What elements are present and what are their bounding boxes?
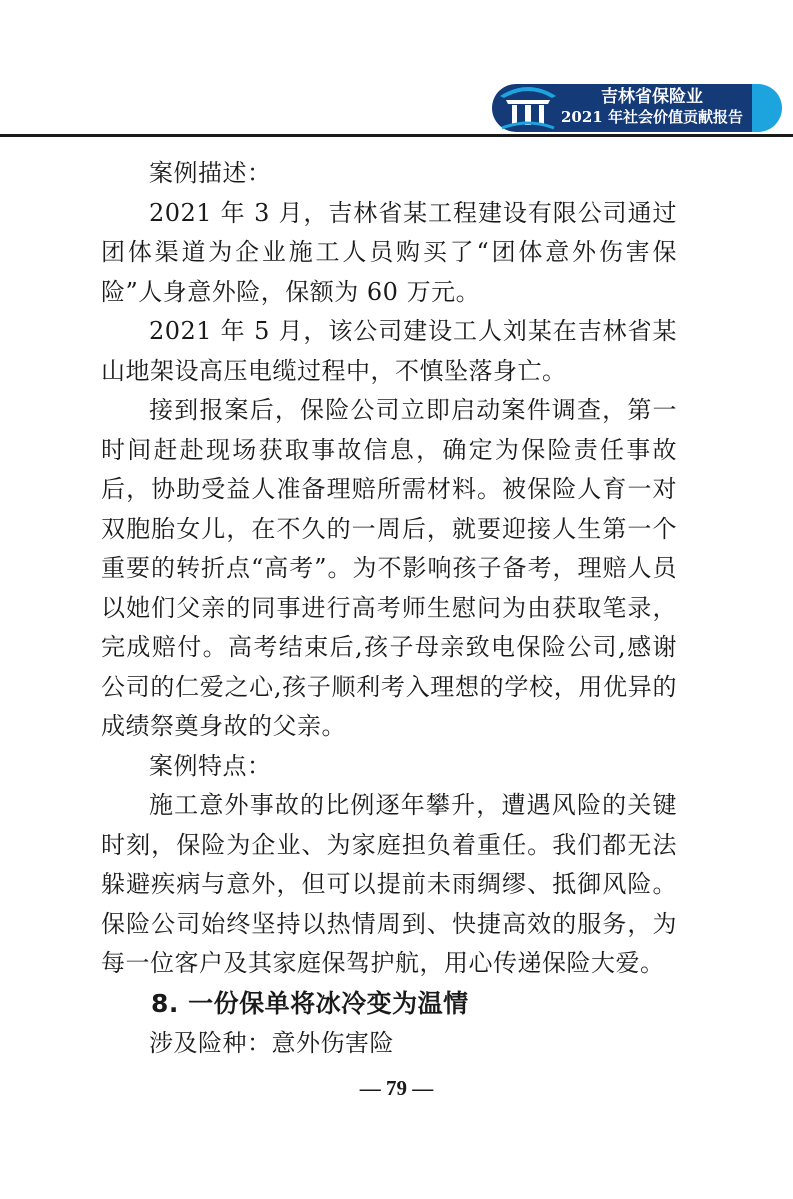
page-header bbox=[0, 0, 793, 140]
paragraph-claim: 接到报案后，保险公司立即启动案件调查，第一时间赶赴现场获取事故信息，确定为保险责任事故后，协助受益人准备理赔所需材料。被保险人育一对双胞胎女儿，在不久的一周后，就要迎接人生第一个重要的转折点“高考”。为不影响孩子备考，理赔人员以她们父亲的同事进行高考师生慰问为由获取笔录，完成赔付。高考结束后,孩子母亲致电保险公司,感谢公司的仁爱之心,孩子顺利考入理想的学校，用优异的成绩祭奠身故的父亲。 bbox=[101, 396, 677, 740]
report-title-line1: 吉林省保险业 bbox=[601, 87, 703, 107]
paragraph-features: 施工意外事故的比例逐年攀升，遭遇风险的关键时刻，保险为企业、为家庭担负着重任。我们都无法躲避疾病与意外，但可以提前未雨绸缪、抵御风险。保险公司始终坚持以热情周到、快捷高效的服务，为每一位客户及其家庭保驾护航，用心传递保险大爱。 bbox=[101, 791, 677, 977]
report-title-line2: 2021 年社会价值贡献报告 bbox=[561, 108, 743, 126]
page-body bbox=[101, 154, 677, 1063]
report-title bbox=[556, 87, 748, 127]
building-logo-icon bbox=[496, 76, 560, 132]
case-features-label: 案例特点： bbox=[149, 751, 272, 780]
header-banner-cap bbox=[752, 84, 782, 132]
insurance-type-line: 涉及险种：意外伤害险 bbox=[149, 1028, 394, 1057]
section-heading: 8. 一份保单将冰冷变为温情 bbox=[151, 988, 469, 1018]
paragraph-accident: 2021 年 5 月，该公司建设工人刘某在吉林省某山地架设高压电缆过程中，不慎坠落身亡。 bbox=[101, 317, 677, 385]
paragraph-purchase: 2021 年 3 月，吉林省某工程建设有限公司通过团体渠道为企业施工人员购买了“团体意外伤害保险”人身意外险，保额为 60 万元。 bbox=[101, 198, 677, 306]
case-description-label: 案例描述： bbox=[149, 159, 272, 187]
header-divider bbox=[0, 134, 793, 137]
page-number: — 79 — bbox=[359, 1076, 434, 1100]
